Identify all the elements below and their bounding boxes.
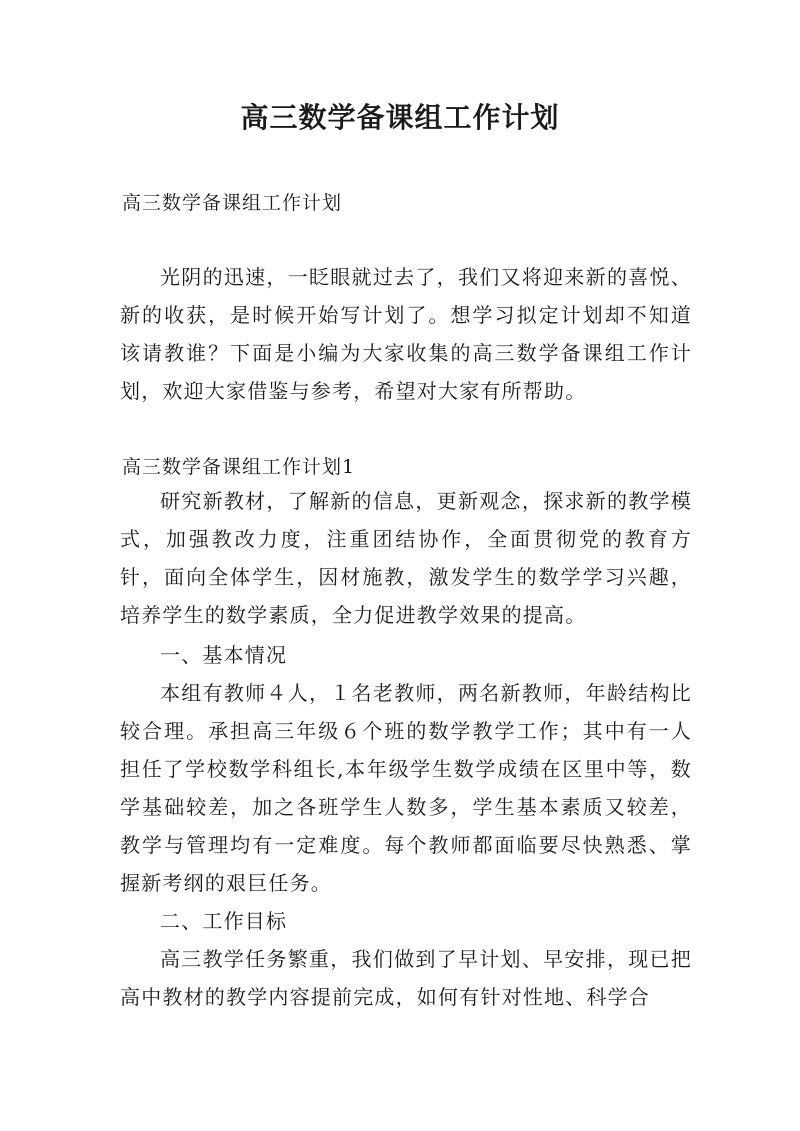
section2-body: 高三教学任务繁重，我们做到了早计划、早安排，现已把高中教材的教学内容提前完成，如何有针对性地、科学合: [120, 947, 692, 1009]
intro-paragraph: 光阴的迅速，一眨眼就过去了，我们又将迎来新的喜悦、新的收获，是时候开始写计划了。想学习拟定计划却不知道该请教谁？下面是小编为大家收集的高三数学备课组工作计划，欢迎大家借鉴与参考，希望对大家有所帮助。: [120, 265, 692, 403]
section1-body: 本组有教师４人，１名老教师，两名新教师，年龄结构比较合理。承担高三年级６个班的数学教学工作；其中有一人担任了学校数学科组长,本年级学生数学成绩在区里中等，数学基础较差，加之各班学生人数多，学生基本素质又较差，教学与管理均有一定难度。每个教师都面临要尽快熟悉、掌握新考纲的艰巨任务。: [120, 681, 692, 895]
section2-title: 二、工作目标: [160, 909, 288, 933]
plan1-heading: 高三数学备课组工作计划1: [122, 456, 356, 478]
section1-title: 一、基本情况: [160, 643, 288, 667]
plan1-intro-paragraph: 研究新教材，了解新的信息，更新观念，探求新的教学模式，加强教改力度，注重团结协作，全面贯彻党的教育方针，面向全体学生，因材施教，激发学生的数学学习兴趣，培养学生的数学素质，全力促进教学效果的提高。: [120, 489, 692, 627]
document-subtitle: 高三数学备课组工作计划: [122, 192, 343, 214]
document-title: 高三数学备课组工作计划: [240, 101, 560, 134]
